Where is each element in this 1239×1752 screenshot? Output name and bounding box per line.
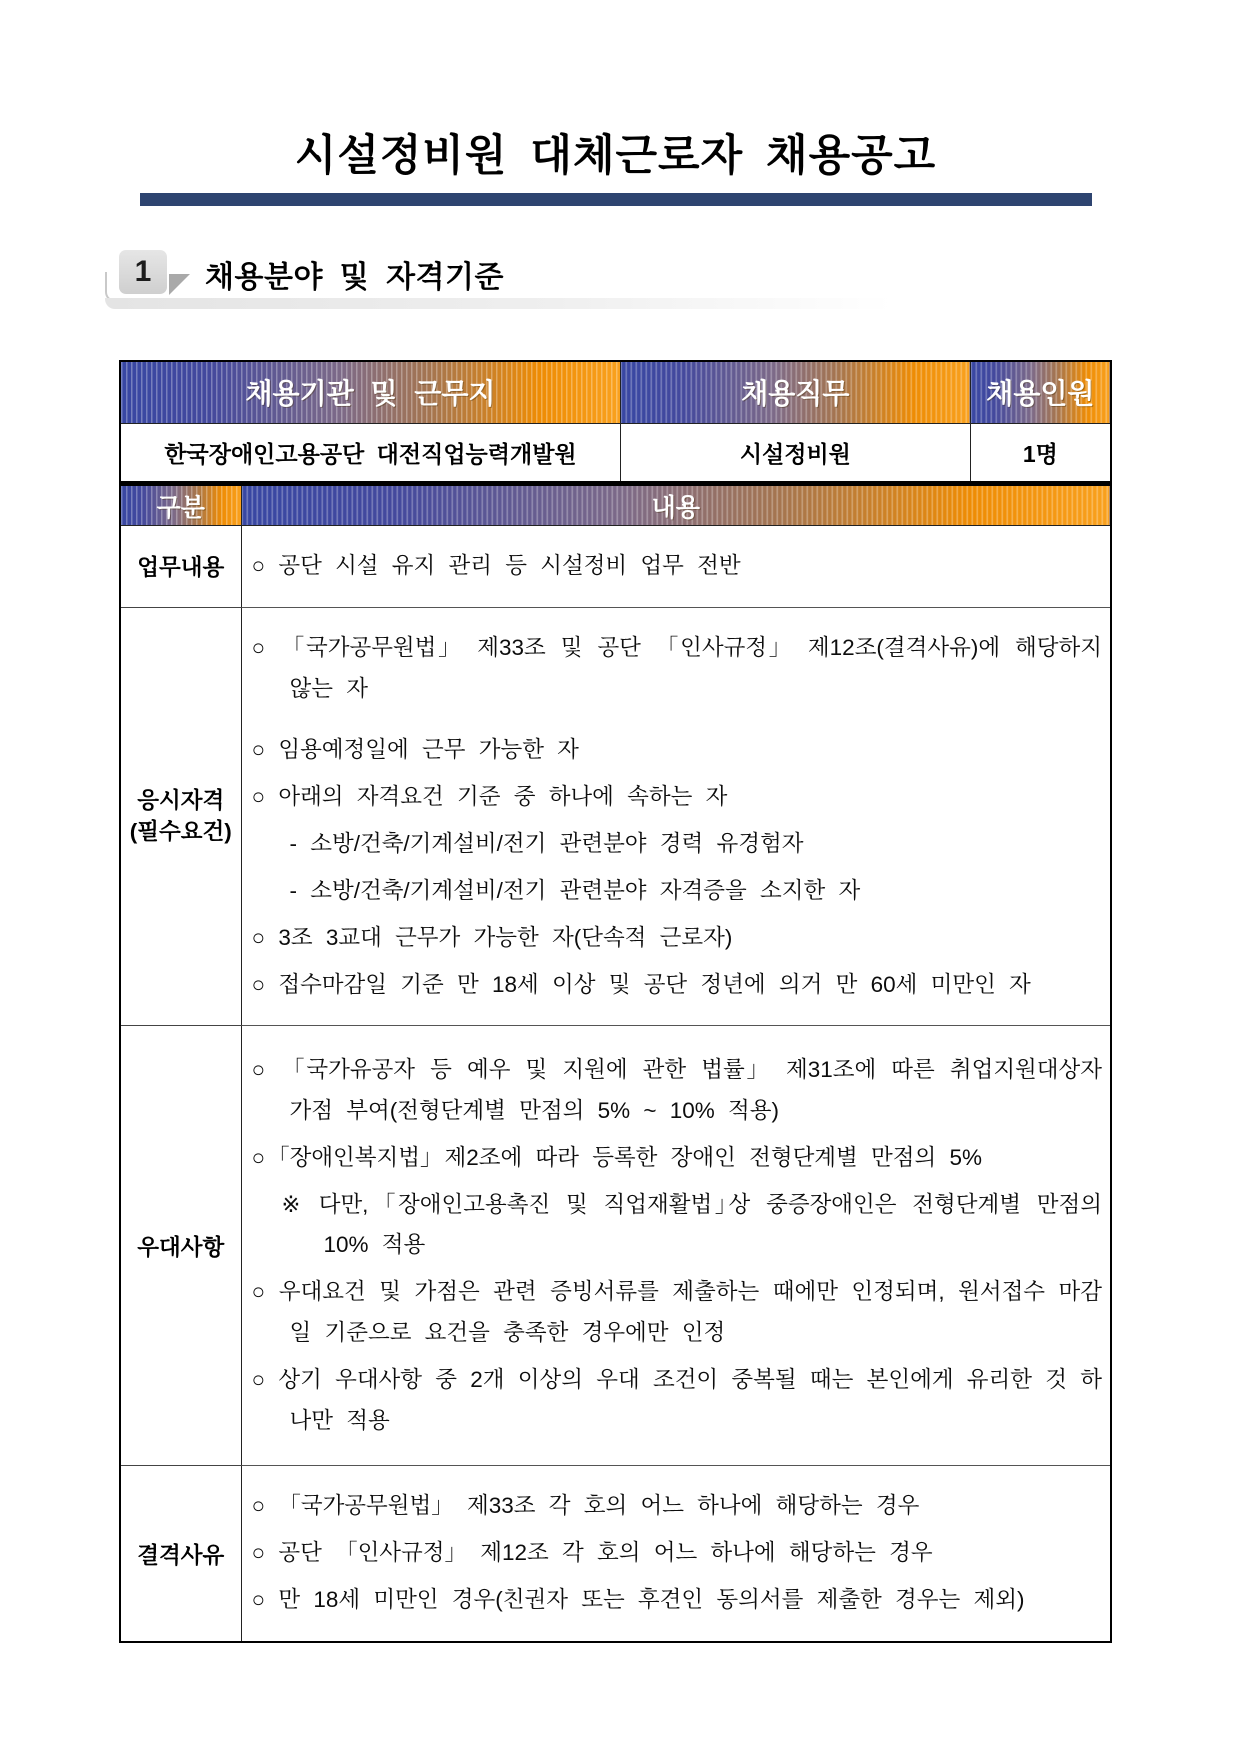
job-cell: 시설정비원 <box>620 423 970 482</box>
recruit-summary-table <box>119 360 1112 483</box>
row-label-line2: (필수요건) <box>129 818 232 844</box>
col-header-job: 채용직무 <box>620 361 970 423</box>
preferences-content-cell <box>241 1026 1111 1466</box>
content-item: - 소방/건축/기계설비/전기 관련분야 경력 유경험자 <box>289 830 804 856</box>
row-label-preferences: 우대사항 <box>120 1026 241 1466</box>
qualifications-content-cell <box>241 607 1111 1026</box>
content-item: ○ 공단 「인사규정」 제12조 각 호의 어느 하나에 해당하는 경우 <box>251 1540 933 1566</box>
content-item: ○ 3조 3교대 근무가 가능한 자(단속적 근로자) <box>251 924 733 950</box>
section-underline <box>105 298 925 309</box>
content-item: - 소방/건축/기계설비/전기 관련분야 자격증을 소지한 자 <box>289 877 861 903</box>
section-badge-triangle-icon <box>169 274 190 295</box>
recruit-header-row <box>120 361 1111 423</box>
content-item: ※ 다만, ｢장애인고용촉진 및 직업재활법｣상 중증장애인은 전형단계별 만점의 10% 적용 <box>281 1191 1102 1258</box>
detail-header-row <box>120 485 1111 526</box>
content-column <box>119 0 1112 1643</box>
row-label-line1: 응시자격 <box>137 788 225 814</box>
detail-table <box>119 483 1112 1643</box>
content-item: ○ 상기 우대사항 중 2개 이상의 우대 조건이 중복될 때는 본인에게 유리한 것 하나만 적용 <box>251 1367 1102 1434</box>
recruit-data-row <box>120 423 1111 482</box>
disqualifications-content-cell <box>241 1466 1111 1642</box>
row-label-duties: 업무내용 <box>120 526 241 608</box>
col-header-headcount: 채용인원 <box>970 361 1111 423</box>
content-item: ○ 접수마감일 기준 만 18세 이상 및 공단 정년에 의거 만 60세 미만인 자 <box>251 971 1031 997</box>
content-item: ○ 공단 시설 유지 관리 등 시설정비 업무 전반 <box>251 553 741 578</box>
col-header-category: 구분 <box>120 485 241 526</box>
agency-cell: 한국장애인고용공단 대전직업능력개발원 <box>120 423 620 482</box>
content-item: ○ 우대요건 및 가점은 관련 증빙서류를 제출하는 때에만 인정되며, 원서접수 마감일 기준으로 요건을 충족한 경우에만 인정 <box>251 1279 1102 1346</box>
section-number-badge: 1 <box>119 250 167 294</box>
content-item: ○ 「국가공무원법」 제33조 각 호의 어느 하나에 해당하는 경우 <box>251 1493 920 1519</box>
col-header-agency: 채용기관 및 근무지 <box>120 361 620 423</box>
content-item: ○ 임용예정일에 근무 가능한 자 <box>251 736 579 762</box>
row-qualifications <box>120 607 1111 1026</box>
title-underline-bar <box>140 193 1092 206</box>
content-item: ○ 만 18세 미만인 경우(친권자 또는 후견인 동의서를 제출한 경우는 제외) <box>251 1587 1025 1613</box>
document-title: 시설정비원 대체근로자 채용공고 <box>294 132 937 180</box>
headcount-cell: 1명 <box>970 423 1111 482</box>
content-item: ○ 「국가공무원법」 제33조 및 공단 「인사규정」 제12조(결격사유)에 해당하지 않는 자 <box>251 634 1102 701</box>
content-item: ○ 「국가유공자 등 예우 및 지원에 관한 법률」 제31조에 따른 취업지원대상자 가점 부여(전형단계별 만점의 5% ~ 10% 적용) <box>251 1056 1102 1123</box>
content-item: ○ ｢장애인복지법｣ 제2조에 따라 등록한 장애인 전형단계별 만점의 5% <box>251 1144 983 1170</box>
row-preferences <box>120 1026 1111 1466</box>
row-duties <box>120 526 1111 608</box>
section-title: 채용분야 및 자격기준 <box>205 261 504 294</box>
row-label-disqualifications: 결격사유 <box>120 1466 241 1642</box>
duties-content-cell <box>241 526 1111 608</box>
section-header <box>119 250 1112 308</box>
row-disqualifications <box>120 1466 1111 1642</box>
content-item: ○ 아래의 자격요건 기준 중 하나에 속하는 자 <box>251 783 728 809</box>
col-header-contents: 내용 <box>241 485 1111 526</box>
row-label-qualifications <box>120 607 241 1026</box>
